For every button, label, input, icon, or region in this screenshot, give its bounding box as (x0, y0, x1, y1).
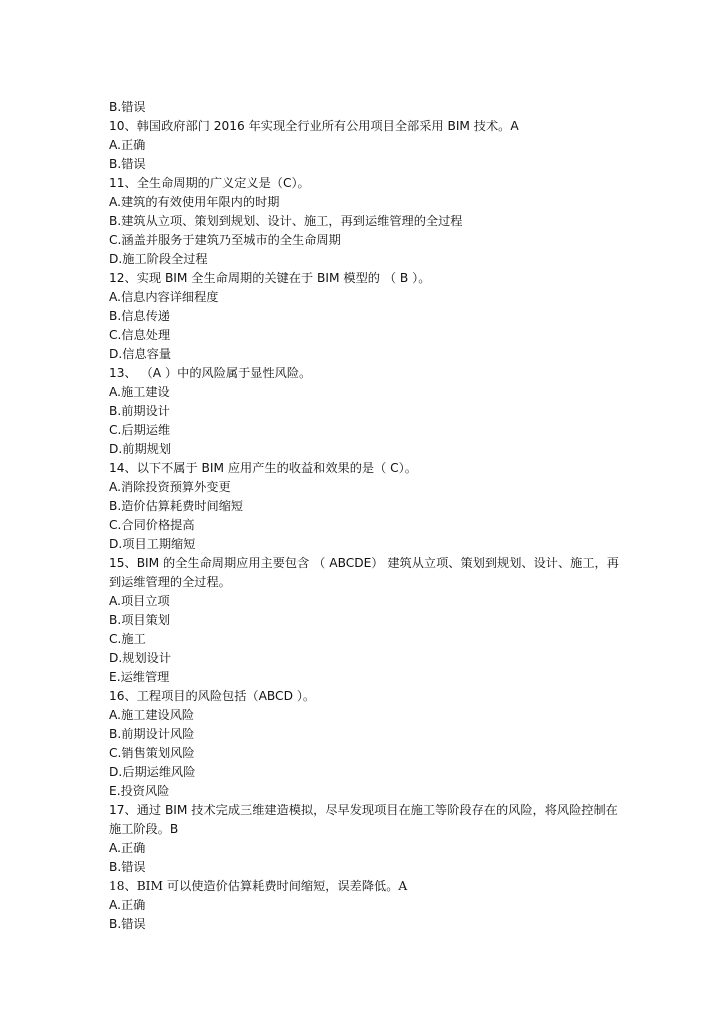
question-17: 17、通过 BIM 技术完成三维建造模拟，尽早发现项目在施工等阶段存在的风险，将风险控制在施工阶段。B (109, 803, 618, 836)
option-line: D.前期规划 (109, 442, 172, 456)
option-line: D.项目工期缩短 (109, 537, 196, 551)
question-10: 10、韩国政府部门 2016 年实现全行业所有公用项目全部采用 BIM 技术。A (109, 119, 519, 133)
option-line: D.施工阶段全过程 (109, 252, 208, 266)
option-line: A.正确 (109, 138, 146, 152)
option-line: B.错误 (109, 917, 146, 931)
option-line: B.信息传递 (109, 309, 170, 323)
option-line: B.项目策划 (109, 613, 170, 627)
question-list (109, 98, 629, 934)
option-line: E.投资风险 (109, 784, 170, 798)
option-line: E.运维管理 (109, 670, 170, 684)
option-line: C.销售策划风险 (109, 746, 195, 760)
option-line: C.涵盖并服务于建筑乃至城市的全生命周期 (109, 233, 341, 247)
option-line: B.建筑从立项、策划到规划、设计、施工，再到运维管理的全过程 (109, 214, 463, 228)
option-line: C.后期运维 (109, 423, 171, 437)
option-line: B.前期设计风险 (109, 727, 195, 741)
option-line: A.信息内容详细程度 (109, 290, 219, 304)
text-line: B.错误 (109, 100, 146, 114)
option-line: A.正确 (109, 841, 146, 855)
question-15: 15、BIM 的全生命周期应用主要包含 （ ABCDE） 建筑从立项、策划到规划、设计、施工，再到运维管理的全过程。 (109, 556, 619, 589)
option-line: A.消除投资预算外变更 (109, 480, 231, 494)
question-16: 16、工程项目的风险包括（ABCD ）。 (109, 689, 316, 703)
option-line: D.规划设计 (109, 651, 172, 665)
question-18: 18、BIM 可以使造价估算耗费时间缩短，误差降低。A (109, 879, 408, 893)
option-line: A.施工建设 (109, 385, 170, 399)
question-14: 14、以下不属于 BIM 应用产生的收益和效果的是（ C）。 (109, 461, 417, 475)
option-line: C.施工 (109, 632, 146, 646)
option-line: D.后期运维风险 (109, 765, 196, 779)
question-13: 13、 （A ）中的风险属于显性风险。 (109, 366, 312, 380)
option-line: C.信息处理 (109, 328, 171, 342)
option-line: B.前期设计 (109, 404, 170, 418)
option-line: C.合同价格提高 (109, 518, 195, 532)
option-line: A.项目立项 (109, 594, 170, 608)
question-12: 12、实现 BIM 全生命周期的关键在于 BIM 模型的 （ B ）。 (109, 271, 431, 285)
option-line: A.建筑的有效使用年限内的时期 (109, 195, 280, 209)
option-line: A.施工建设风险 (109, 708, 195, 722)
option-line: A.正确 (109, 898, 146, 912)
option-line: B.错误 (109, 860, 146, 874)
question-11: 11、全生命周期的广义定义是（C）。 (109, 176, 310, 190)
option-line: B.错误 (109, 157, 146, 171)
option-line: D.信息容量 (109, 347, 172, 361)
option-line: B.造价估算耗费时间缩短 (109, 499, 244, 513)
